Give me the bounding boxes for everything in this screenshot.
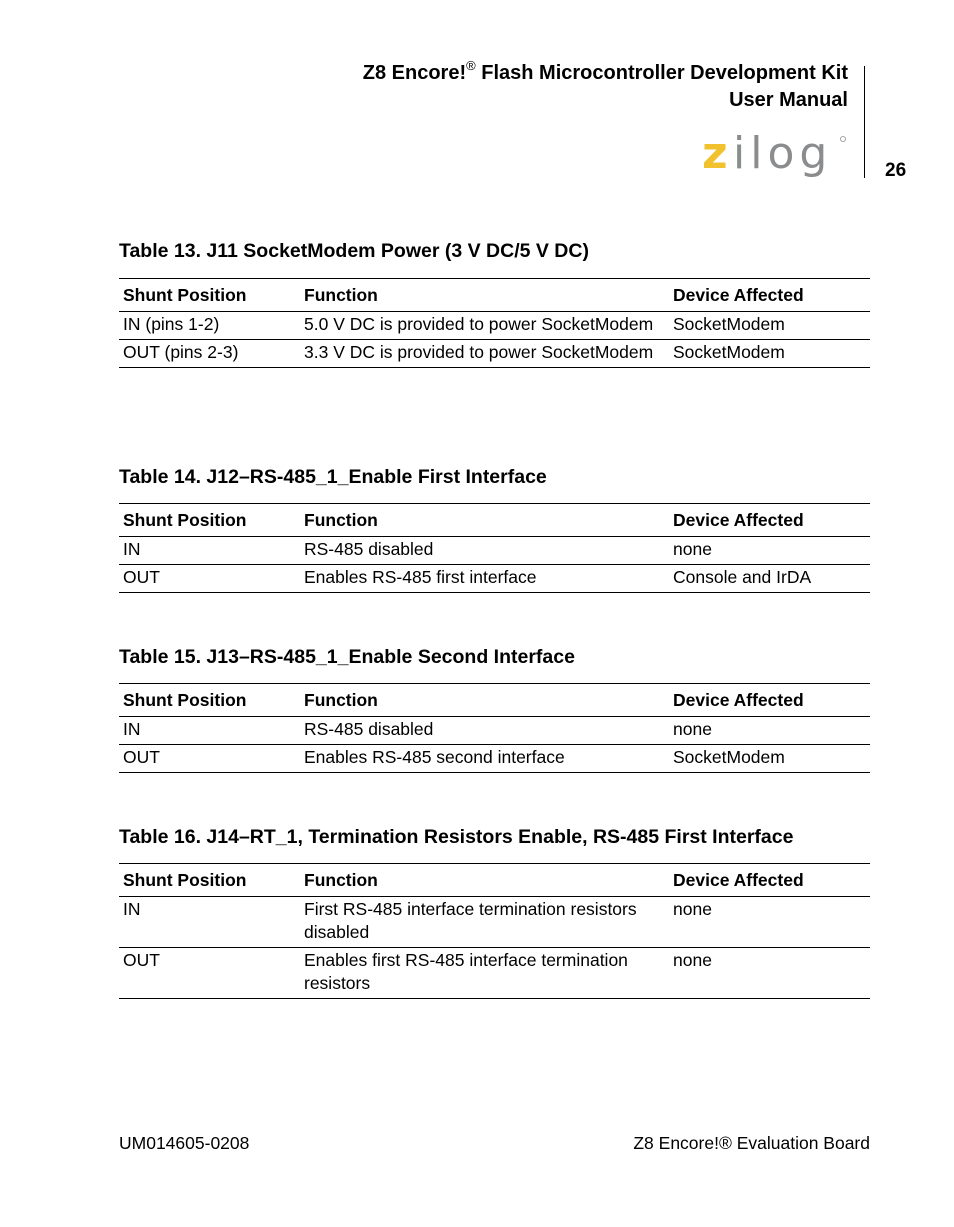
cell-function: RS-485 disabled [300, 717, 669, 745]
table-row [119, 537, 870, 565]
cell-shunt-position: IN [119, 717, 300, 745]
cell-function: RS-485 disabled [300, 537, 669, 565]
cell-shunt-position: OUT (pins 2-3) [119, 340, 300, 368]
column-header-shunt-position: Shunt Position [119, 279, 300, 312]
footer-product-name: Z8 Encore!® Evaluation Board [633, 1133, 870, 1153]
title-line-1 [363, 60, 848, 87]
cell-shunt-position: IN [119, 537, 300, 565]
page-number: 26 [885, 160, 907, 181]
column-header-function: Function [300, 864, 669, 897]
header-divider [864, 66, 865, 178]
column-header-function: Function [300, 279, 669, 312]
column-header-device-affected: Device Affected [669, 504, 870, 537]
logo-registered-mark [841, 137, 846, 142]
table-row [119, 897, 870, 948]
logo-letters-ilog: ilog [733, 128, 833, 179]
table-row [119, 312, 870, 340]
cell-shunt-position: OUT [119, 565, 300, 593]
table-14 [119, 503, 870, 593]
table-13 [119, 278, 870, 368]
column-header-shunt-position: Shunt Position [119, 504, 300, 537]
title-kit-name: Flash Microcontroller Development Kit [475, 62, 848, 84]
table-16 [119, 863, 870, 999]
column-header-device-affected: Device Affected [669, 279, 870, 312]
registered-mark: ® [466, 58, 476, 73]
table-row [119, 565, 870, 593]
logo-letter-z: z [702, 128, 728, 179]
zilog-logo [700, 128, 850, 184]
cell-device-affected: SocketModem [669, 312, 870, 340]
table-13-caption: Table 13. J11 SocketModem Power (3 V DC/5 V DC) [119, 240, 589, 262]
column-header-function: Function [300, 504, 669, 537]
table-14-caption: Table 14. J12–RS-485_1_Enable First Interface [119, 466, 547, 488]
cell-device-affected: none [669, 897, 870, 948]
cell-shunt-position: OUT [119, 745, 300, 773]
table-row [119, 717, 870, 745]
cell-device-affected: Console and IrDA [669, 565, 870, 593]
document-title [363, 60, 848, 114]
table-row [119, 745, 870, 773]
title-product-name: Z8 Encore! [362, 62, 467, 84]
column-header-shunt-position: Shunt Position [119, 864, 300, 897]
table-header-row [119, 279, 870, 312]
cell-function: 3.3 V DC is provided to power SocketModem [300, 340, 669, 368]
cell-device-affected: none [669, 948, 870, 999]
table-header-row [119, 504, 870, 537]
cell-device-affected: none [669, 537, 870, 565]
cell-device-affected: SocketModem [669, 745, 870, 773]
title-line-2: User Manual [729, 89, 848, 111]
cell-function: Enables first RS-485 interface termination resistors [300, 948, 669, 999]
table-header-row [119, 864, 870, 897]
table-16-caption: Table 16. J14–RT_1, Termination Resistors Enable, RS-485 First Interface [119, 826, 794, 848]
column-header-function: Function [300, 684, 669, 717]
column-header-device-affected: Device Affected [669, 864, 870, 897]
table-15 [119, 683, 870, 773]
cell-function: Enables RS-485 second interface [300, 745, 669, 773]
footer-document-id: UM014605-0208 [119, 1133, 250, 1153]
cell-function: 5.0 V DC is provided to power SocketModem [300, 312, 669, 340]
cell-shunt-position: OUT [119, 948, 300, 999]
column-header-device-affected: Device Affected [669, 684, 870, 717]
table-15-caption: Table 15. J13–RS-485_1_Enable Second Interface [119, 646, 575, 668]
column-header-shunt-position: Shunt Position [119, 684, 300, 717]
table-row [119, 340, 870, 368]
cell-shunt-position: IN [119, 897, 300, 948]
table-header-row [119, 684, 870, 717]
cell-device-affected: none [669, 717, 870, 745]
cell-function: First RS-485 interface termination resistors disabled [300, 897, 669, 948]
table-row [119, 948, 870, 999]
cell-shunt-position: IN (pins 1-2) [119, 312, 300, 340]
cell-function: Enables RS-485 first interface [300, 565, 669, 593]
cell-device-affected: SocketModem [669, 340, 870, 368]
